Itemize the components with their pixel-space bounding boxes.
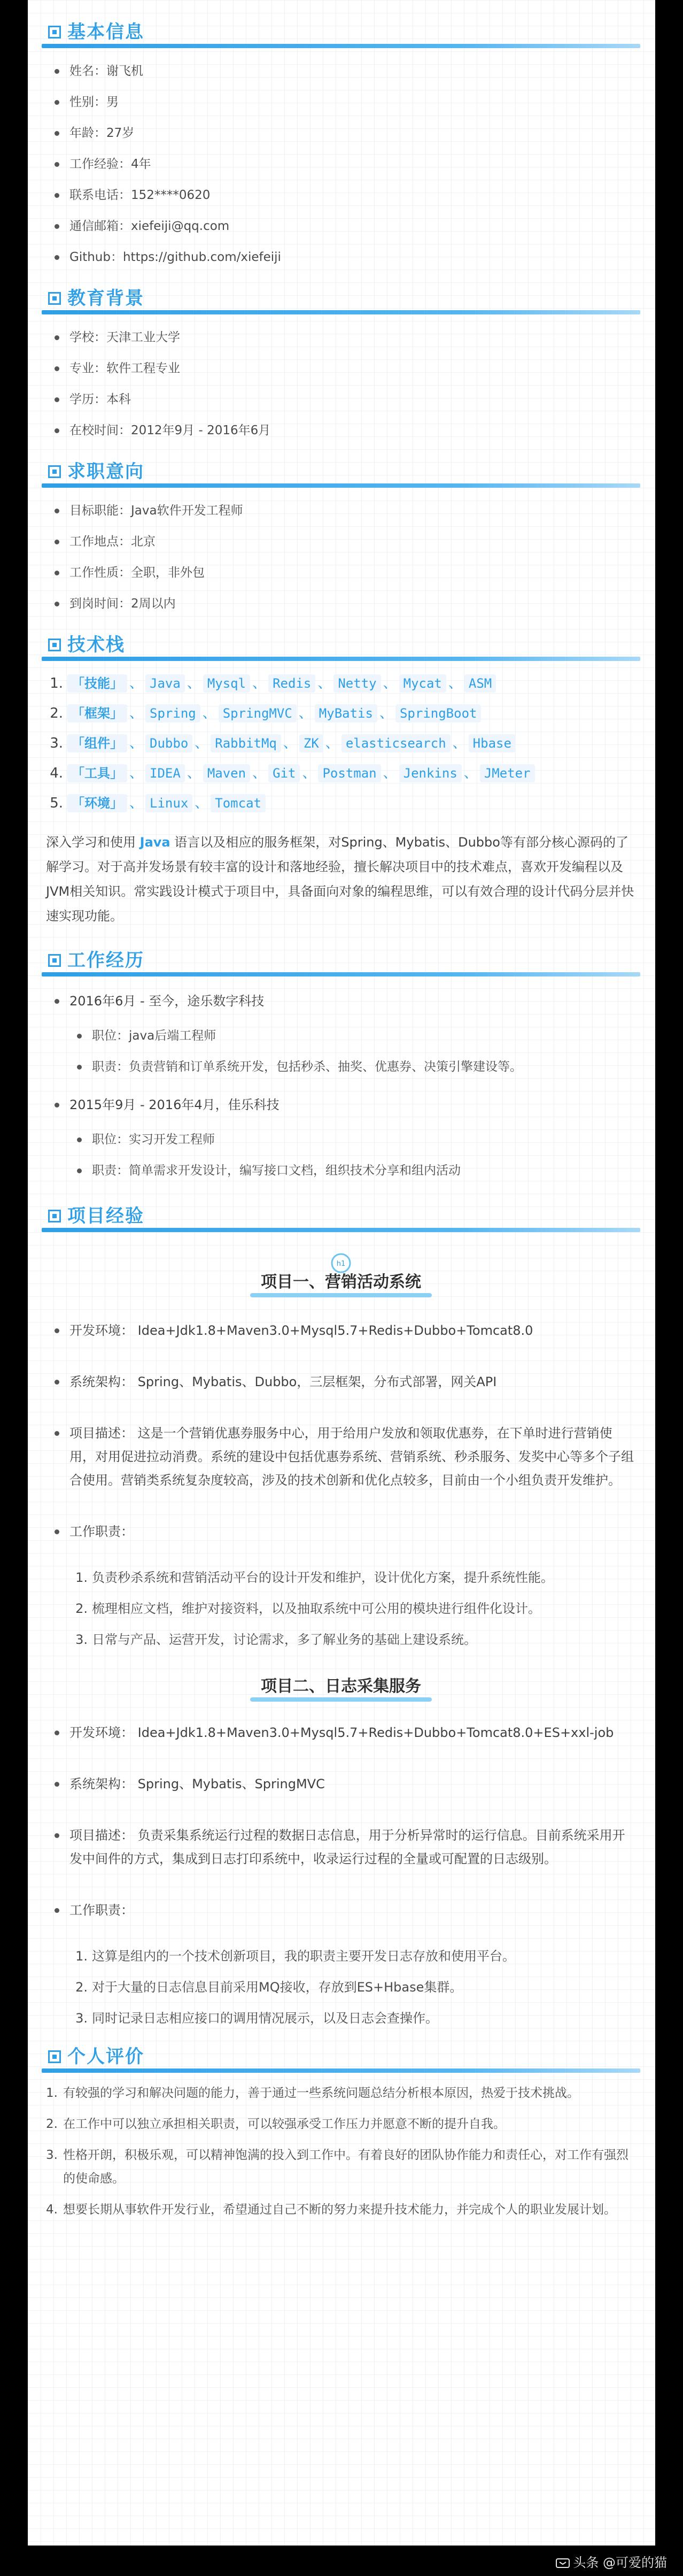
skills-row-number: 4. [50, 765, 63, 781]
section-title: 个人评价 [67, 2046, 144, 2067]
watermark-icon [556, 2557, 570, 2569]
skill-tag: JMeter [480, 764, 535, 782]
job-detail-list [42, 1124, 640, 1186]
list-item: 1. 有较强的学习和解决问题的能力，善于通过一些系统问题总结分析根本原因，热爱于技术挑战。 [46, 2086, 579, 2100]
section-title: 工作经历 [67, 950, 144, 971]
skills-separator: 、 [202, 705, 216, 721]
job-detail-list [42, 1020, 640, 1082]
eval-text: 有较强的学习和解决问题的能力，善于通过一些系统问题总结分析根本原因，热爱于技术挑战。 [63, 2086, 579, 2100]
list-item: 职责：简单需求开发设计，编写接口文档，组织技术分享和组内活动 [42, 1155, 640, 1186]
project-name: 项目二、日志采集服务 [261, 1677, 421, 1696]
resume-content [42, 0, 640, 2229]
list-item: 目标职能：Java软件开发工程师 [42, 495, 640, 526]
section-square-icon [48, 954, 61, 967]
skill-tag: ASM [464, 674, 496, 693]
section-square-icon [48, 639, 61, 651]
section-title: 基本信息 [67, 21, 144, 43]
skill-tag: Jenkins [399, 764, 462, 782]
skills-separator: 、 [463, 765, 478, 781]
section-underline [42, 657, 640, 661]
duty-text: 这算是组内的一个技术创新项目，我的职责主要开发日志存放和使用平台。 [92, 1949, 515, 1964]
skills-separator: 、 [283, 735, 297, 751]
skills-separator: 、 [195, 735, 209, 751]
skill-tag: Postman [318, 764, 381, 782]
job-heading: 2016年6月 - 至今，途乐数字科技 [42, 986, 640, 1016]
skills-separator: 、 [452, 735, 467, 751]
skills-separator: 、 [383, 765, 397, 781]
list-item: Github：https://github.com/xiefeiji [42, 242, 640, 273]
list-item: 学历：本科 [42, 384, 640, 415]
skills-row-label: 「组件」 [67, 734, 127, 752]
skill-tag: Linux [145, 794, 192, 812]
skill-tag: Hbase [469, 734, 516, 752]
basic-info-list [42, 56, 640, 273]
section-evaluation-header [42, 2041, 640, 2073]
skills-separator: 、 [129, 795, 144, 811]
duty-text: 负责秒杀系统和营销活动平台的设计开发和维护，设计优化方案，提升系统性能。 [92, 1570, 554, 1585]
list-item: 3. 性格开朗，积极乐观，可以精神饱满的投入到工作中。有着良好的团队协作能力和责任心，对工作有强烈的使命感。 [46, 2148, 628, 2186]
skills-separator: 、 [252, 765, 267, 781]
list-item: 职责：负责营销和订单系统开发，包括秒杀、抽奖、优惠券、决策引擎建设等。 [42, 1051, 640, 1082]
section-square-icon [48, 292, 61, 305]
project-arch: 系统架构： Spring、Mybatis、Dubbo，三层框架，分布式部署，网关API [42, 1370, 640, 1394]
project-arch: 系统架构： Spring、Mybatis、SpringMVC [42, 1772, 640, 1796]
job-entry [42, 986, 640, 1082]
section-intention-header [42, 456, 640, 488]
list-item: 2. 对于大量的日志信息目前采用MQ接收，存放到ES+Hbase集群。 [75, 1980, 463, 1995]
skill-tag: SpringMVC [219, 704, 297, 722]
skill-tag: Spring [145, 704, 200, 722]
skills-separator: 、 [187, 675, 201, 691]
section-title: 求职意向 [67, 461, 144, 482]
skills-row-label: 「工具」 [67, 764, 127, 782]
list-item: 3. 同时记录日志相应接口的调用情况展示，以及日志会查操作。 [75, 2011, 438, 2026]
skill-tag: Tomcat [211, 794, 266, 812]
list-item: 性别：男 [42, 87, 640, 118]
section-underline [42, 2069, 640, 2073]
skill-tag: Mycat [399, 674, 446, 693]
skills-row-label: 「环境」 [67, 794, 127, 812]
skills-separator: 、 [195, 795, 209, 811]
skills-separator: 、 [448, 675, 462, 691]
project-desc: 项目描述： 这是一个营销优惠券服务中心，用于给用户发放和领取优惠券，在下单时进行营销使用，对用促进拉动消费。系统的建设中包括优惠券系统、营销系统、秒杀服务、发奖中心等多个子组合使用。营销类系统复杂度较高，涉及的技术创新和优化点较多，目前由一个小组负责开发维护。 [42, 1421, 640, 1492]
list-item: 4. 想要长期从事软件开发行业，希望通过自己不断的努力来提升技术能力，并完成个人的职业发展计划。 [46, 2203, 616, 2217]
skills-separator: 、 [129, 675, 144, 691]
summary-highlight: Java [139, 835, 170, 850]
list-item: 2. 梳理相应文档，维护对接资料，以及抽取系统中可公用的模块进行组件化设计。 [75, 1601, 541, 1616]
list-item: 工作地点：北京 [42, 526, 640, 557]
skills-separator: 、 [379, 705, 393, 721]
list-item: 职位：java后端工程师 [42, 1020, 640, 1051]
section-title: 项目经验 [67, 1205, 144, 1227]
project-title-underline [250, 1293, 432, 1297]
skill-tag: Git [268, 764, 300, 782]
skill-tag: elasticsearch [342, 734, 451, 752]
list-item: 3. 日常与产品、运营开发，讨论需求，多了解业务的基础上建设系统。 [75, 1632, 477, 1647]
project-title [42, 1664, 640, 1710]
section-square-icon [48, 26, 61, 39]
section-square-icon [48, 1210, 61, 1222]
list-item: 通信邮箱：xiefeiji@qq.com [42, 211, 640, 242]
list-item: 专业：软件工程专业 [42, 353, 640, 384]
section-underline [42, 483, 640, 488]
skill-tag: RabbitMq [211, 734, 281, 752]
project-duty-list [42, 1943, 640, 2031]
skills-separator: 、 [129, 765, 144, 781]
eval-text: 性格开朗，积极乐观，可以精神饱满的投入到工作中。有着良好的团队协作能力和责任心，对工作有强烈的使命感。 [63, 2148, 628, 2186]
section-basic-header [42, 16, 640, 48]
skills-separator: 、 [302, 765, 316, 781]
skills-summary [46, 830, 636, 928]
skill-tag: Java [145, 674, 185, 693]
section-square-icon [48, 2050, 61, 2063]
job-entry [42, 1090, 640, 1186]
summary-text: 语言以及相应的服务框架，对Spring、Mybatis、Dubbo等有部分核心源码的了解学习。对于高并发场景有较丰富的设计和落地经验，擅长解决项目中的技术难点，喜欢开发编程以及JVM相关知识。常实践设计模式于项目中，具备面向对象的编程思维，可以有效合理的设计代码分层并快速实现功能。 [46, 835, 634, 924]
skills-separator: 、 [325, 735, 339, 751]
skills-row [42, 758, 640, 788]
watermark-text: 头条 @可爱的猫 [573, 2555, 667, 2570]
list-item: 1. 这算是组内的一个技术创新项目，我的职责主要开发日志存放和使用平台。 [75, 1949, 515, 1964]
skill-tag: Mysql [203, 674, 250, 693]
skill-tag: SpringBoot [395, 704, 482, 722]
section-title: 技术栈 [67, 634, 125, 656]
eval-text: 在工作中可以独立承担相关职责，可以较强承受工作压力并愿意不断的提升自我。 [63, 2117, 506, 2131]
section-underline [42, 44, 640, 48]
skills-separator: 、 [298, 705, 313, 721]
intention-list [42, 495, 640, 619]
duty-text: 同时记录日志相应接口的调用情况展示，以及日志会查操作。 [92, 2011, 438, 2026]
section-projects-header [42, 1200, 640, 1232]
project-duty-list [42, 1565, 640, 1652]
eval-text: 想要长期从事软件开发行业，希望通过自己不断的努力来提升技术能力，并完成个人的职业发展计划。 [63, 2203, 616, 2217]
skill-tag: Maven [203, 764, 250, 782]
list-item: 工作经验：4年 [42, 149, 640, 180]
list-item: 姓名：谢飞机 [42, 56, 640, 87]
list-item: 职位：实习开发工程师 [42, 1124, 640, 1155]
skills-separator: 、 [129, 705, 144, 721]
list-item: 在校时间：2012年9月 - 2016年6月 [42, 415, 640, 446]
duty-text: 对于大量的日志信息目前采用MQ接收，存放到ES+Hbase集群。 [92, 1980, 463, 1995]
section-skills-header [42, 629, 640, 661]
skills-row [42, 698, 640, 728]
project-duty-label: 工作职责： [42, 1898, 640, 1922]
section-square-icon [48, 465, 61, 478]
duty-text: 梳理相应文档，维护对接资料，以及抽取系统中可公用的模块进行组件化设计。 [92, 1601, 541, 1616]
skills-separator: 、 [252, 675, 267, 691]
list-item: 联系电话：152****0620 [42, 180, 640, 211]
project-title [42, 1251, 640, 1297]
section-underline [42, 310, 640, 314]
skills-row-number: 3. [50, 735, 63, 751]
list-item: 年龄：27岁 [42, 118, 640, 149]
project-desc: 项目描述： 负责采集系统运行过程的数据日志信息，用于分析异常时的运行信息。目前系统采用开发中间件的方式，集成到日志打印系统中，收录运行过程的全量或可配置的日志级别。 [42, 1824, 640, 1871]
project-title-underline [250, 1697, 432, 1702]
list-item: 2. 在工作中可以独立承担相关职责，可以较强承受工作压力并愿意不断的提升自我。 [46, 2117, 506, 2131]
section-underline [42, 972, 640, 976]
skills-row-label: 「技能」 [67, 674, 127, 693]
project-env: 开发环境： Idea+Jdk1.8+Maven3.0+Mysql5.7+Redis+Dubbo+Tomcat8.0 [42, 1319, 640, 1342]
project-name: 项目一、营销活动系统 [261, 1273, 421, 1291]
skills-row [42, 668, 640, 698]
evaluation-list [42, 2081, 640, 2221]
skills-row-number: 1. [50, 675, 63, 691]
section-title: 教育背景 [67, 288, 144, 309]
skill-tag: MyBatis [315, 704, 377, 722]
skills-separator: 、 [383, 675, 397, 691]
section-education-header [42, 282, 640, 314]
skills-separator: 、 [129, 735, 144, 751]
project-duty-label: 工作职责： [42, 1520, 640, 1543]
watermark [556, 2552, 667, 2571]
summary-text: 深入学习和使用 [46, 835, 140, 850]
svg-text:h1: h1 [336, 1260, 346, 1268]
skill-tag: Dubbo [145, 734, 192, 752]
resume-page [28, 0, 655, 2546]
section-underline [42, 1228, 640, 1232]
list-item: 到岗时间：2周以内 [42, 588, 640, 619]
skills-list [42, 668, 640, 818]
project-env: 开发环境： Idea+Jdk1.8+Maven3.0+Mysql5.7+Redis+Dubbo+Tomcat8.0+ES+xxl-job [42, 1721, 640, 1744]
skill-tag: IDEA [145, 764, 185, 782]
skills-row-label: 「框架」 [67, 704, 127, 722]
skills-row-number: 2. [50, 705, 63, 721]
job-heading: 2015年9月 - 2016年4月，佳乐科技 [42, 1090, 640, 1120]
list-item: 工作性质：全职，非外包 [42, 557, 640, 588]
skill-tag: ZK [299, 734, 323, 752]
skill-tag: Netty [333, 674, 381, 693]
skill-tag: Redis [268, 674, 315, 693]
skills-separator: 、 [187, 765, 201, 781]
skills-row [42, 788, 640, 818]
skills-row [42, 728, 640, 758]
education-list [42, 322, 640, 446]
skills-row-number: 5. [50, 795, 63, 811]
list-item: 学校：天津工业大学 [42, 322, 640, 353]
duty-text: 日常与产品、运营开发，讨论需求，多了解业务的基础上建设系统。 [92, 1632, 477, 1647]
list-item: 1. 负责秒杀系统和营销活动平台的设计开发和维护，设计优化方案，提升系统性能。 [75, 1570, 554, 1585]
section-work-header [42, 944, 640, 976]
skills-separator: 、 [317, 675, 332, 691]
